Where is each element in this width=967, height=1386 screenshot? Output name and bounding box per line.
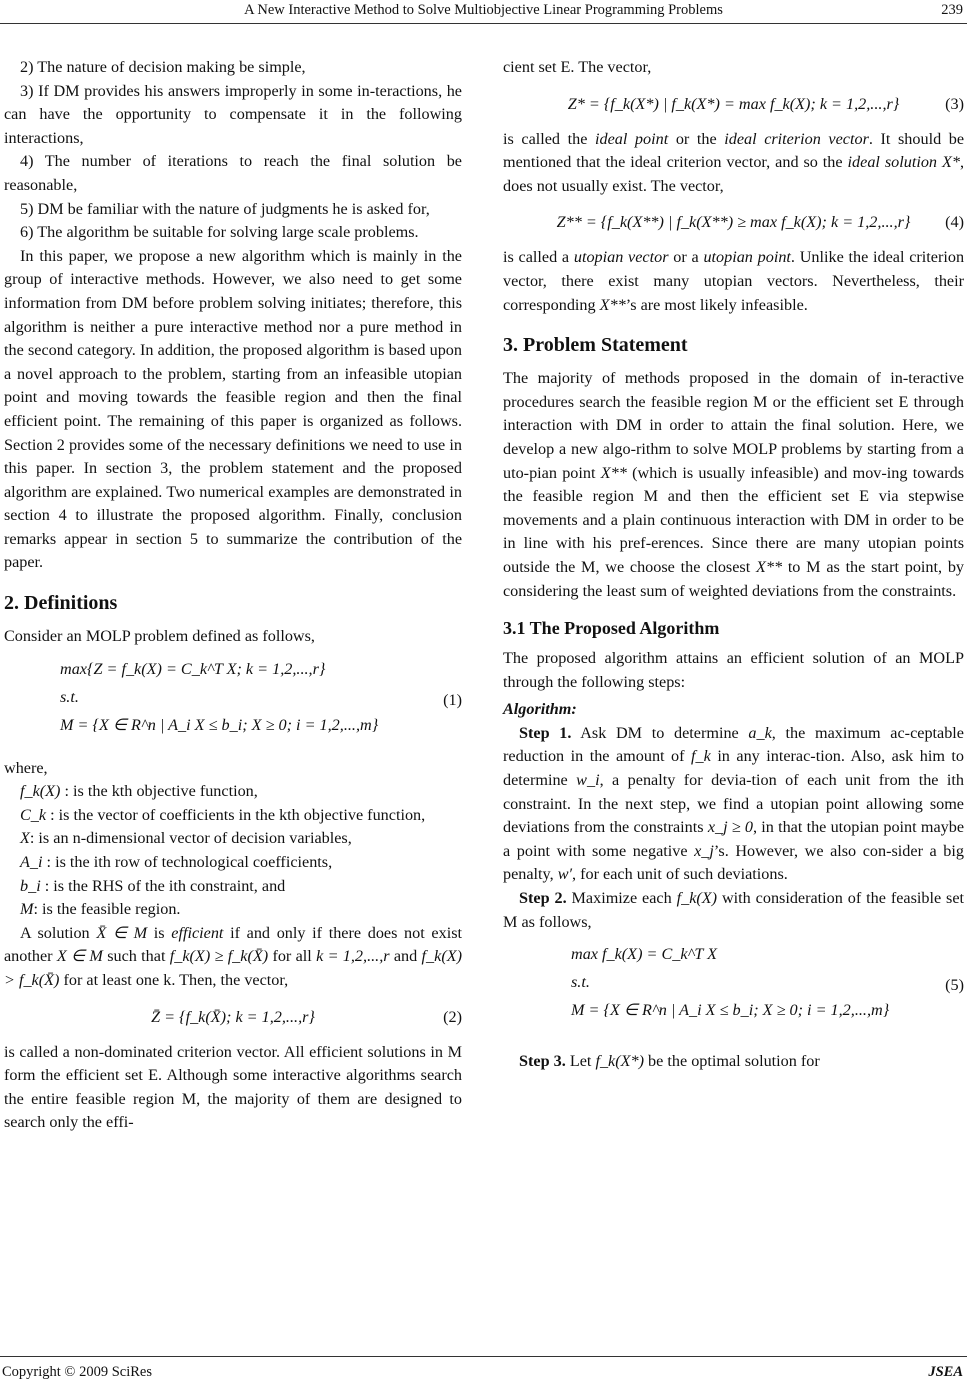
fkxs-symbol: f_k(X*) <box>595 1052 644 1071</box>
equation-4 <box>503 204 964 240</box>
eq2-number: (2) <box>443 1007 462 1026</box>
ideal-point-term: ideal point <box>594 129 669 148</box>
step1-text-g: , for each unit of such deviations. <box>572 865 788 884</box>
left-column <box>4 56 462 1135</box>
utopian-text-d: ’s are most likely infeasible. <box>625 295 808 314</box>
efficient-text-f: and <box>393 947 418 966</box>
def-bi <box>4 875 462 899</box>
eq2-expression: Z̄ = {f_k(X̄); k = 1,2,...,r} <box>151 1007 315 1026</box>
efficient-krange: k = 1,2,...,r <box>316 947 390 966</box>
section-2-lead: Consider an MOLP problem defined as follows, <box>4 627 315 646</box>
section-3-1-heading: 3.1 The Proposed Algorithm <box>503 618 720 639</box>
eq5-line1: max f_k(X) = C_k^T X <box>571 945 718 964</box>
efficient-text-c: if and only if there does not exist another <box>4 923 462 966</box>
equation-1 <box>4 655 462 751</box>
wi-symbol: w_i <box>576 771 600 790</box>
footer-rule <box>0 1356 967 1357</box>
step1-text-c: in any interac-tion. Also, ask him to determine <box>503 747 964 790</box>
ideal-vector-term: ideal criterion vector <box>724 129 869 148</box>
def-bi-symbol: b_i <box>20 876 41 895</box>
step2-text-b: with consideration of the feasible set M as follows, <box>503 889 965 931</box>
efficient-text-b: is <box>153 923 165 942</box>
def-x <box>4 827 462 851</box>
eq5-number: (5) <box>945 976 964 995</box>
def-x-symbol: X <box>20 829 30 848</box>
eq1-line3: M = {X ∈ R^n | A_i X ≤ b_i; X ≥ 0; i = 1,2,...,m} <box>60 715 379 734</box>
def-fk-symbol: f_k(X) <box>20 782 61 801</box>
efficient-definition <box>4 922 462 993</box>
def-m <box>4 898 462 922</box>
step3-text-b: be the optimal solution for <box>648 1052 820 1071</box>
def-ai <box>4 851 462 875</box>
section-3-1-paragraph: The proposed algorithm attains an efficient solution of an MOLP through the following steps: <box>503 649 964 691</box>
sec3-xss-1: X** <box>600 463 627 482</box>
intro-paragraph: In this paper, we propose a new algorithm which is mainly in the group of interactive methods. However, we also need to get some information from DM before problem solving initiates; therefore, this algorithm is neither a pure interactive method nor a pure method in the second category. In addition, the proposed algorithm is based upon a novel approach to the problem, starting from an infeasible utopian point and moving towards the feasible region and then the final efficient point. The remaining of this paper is organized as follows. Section 2 provides some of the necessary definitions we need to use in this paper. In section 3, the problem statement and the proposed algorithm are explained. Two numerical examples are demonstrated in section 4 to illustrate the proposed algorithm. Finally, conclusion remarks appear in section 5 to summarize the contribution of the paper. <box>4 246 462 572</box>
def-ai-text: : is the ith row of technological coefficients, <box>46 853 333 872</box>
fkx-symbol: f_k(X) <box>676 889 718 908</box>
eq3-number: (3) <box>945 94 964 113</box>
right-continuation: cient set E. The vector, <box>503 58 652 76</box>
utopian-text-b: or a <box>673 248 699 267</box>
utopian-vector-term: utopian vector <box>573 248 669 267</box>
step2-label: Step 2. <box>519 889 567 908</box>
ideal-text-a: is called the <box>503 129 588 148</box>
step2-text-a: Maximize each <box>571 889 672 908</box>
eq1-line2: s.t. <box>60 687 79 706</box>
utopian-text-c: . Unlike the ideal criterion vector, there exist many utopian vectors. Nevertheless, their corresponding <box>503 248 965 314</box>
efficient-text-e: for all <box>272 947 312 966</box>
def-x-text: : is an n-dimensional vector of decision variables, <box>29 829 352 848</box>
where-label: where, <box>4 758 48 777</box>
efficient-xbar: X̄ ∈ M <box>96 923 148 942</box>
copyright: Copyright © 2009 SciRes <box>2 1364 152 1380</box>
equation-3 <box>503 86 964 122</box>
step3-label: Step 3. <box>519 1052 566 1071</box>
def-fk <box>4 780 462 804</box>
def-ck-symbol: C_k <box>20 805 47 824</box>
xstar-symbol: X* <box>941 153 960 172</box>
section-2-heading: 2. Definitions <box>4 592 118 615</box>
step1-text-f: ’s. However, we also con-sider a big penalty, <box>503 841 964 884</box>
eq5-line3: M = {X ∈ R^n | A_i X ≤ b_i; X ≥ 0; i = 1,2,...,m} <box>571 1001 890 1020</box>
efficient-text-h: Then, the vector, <box>179 971 289 989</box>
eq3-expression: Z* = {f_k(X*) | f_k(X*) = max f_k(X); k = 1,2,...,r} <box>567 94 900 113</box>
def-ck-text: : is the vector of coefficients in the kth objective function, <box>50 805 426 824</box>
ideal-point-paragraph <box>503 128 964 199</box>
step-2 <box>503 887 964 934</box>
xj-symbol: x_j <box>694 841 714 860</box>
step1-text-a: Ask DM to determine <box>580 723 739 742</box>
list-item: 2) The nature of decision making be simple, <box>20 58 306 76</box>
eq1-number: (1) <box>443 690 462 709</box>
efficient-text-g: for at least one k. <box>63 971 176 989</box>
wprime-symbol: w′ <box>557 865 573 884</box>
def-m-text: : is the feasible region. <box>33 900 181 919</box>
efficient-x: X ∈ M <box>56 947 103 966</box>
step-3 <box>503 1050 964 1074</box>
ideal-solution-term: ideal solution <box>847 153 938 172</box>
list-item: 6) The algorithm be suitable for solving large scale problems. <box>20 223 419 242</box>
step1-label: Step 1. <box>519 723 572 742</box>
step3-text-a: Let <box>569 1052 592 1071</box>
equation-5 <box>503 940 964 1036</box>
running-title: A New Interactive Method to Solve Multiobjective Linear Programming Problems <box>244 2 723 18</box>
header-rule <box>0 23 967 24</box>
def-ai-symbol: A_i <box>20 853 43 872</box>
fk-symbol: f_k <box>691 747 711 766</box>
step1-text-d: , a penalty for devia-tion of each unit from the ith constraint. In the next step, we find a utopian point allowing some deviations from the constraints <box>503 771 965 837</box>
section-3-paragraph <box>503 367 964 603</box>
xj-ge0-symbol: x_j ≥ 0 <box>707 818 754 837</box>
equation-2 <box>4 999 462 1035</box>
def-fk-text: : is the kth objective function, <box>64 782 258 801</box>
after-eq2-paragraph: is called a non-dominated criterion vector. All efficient solutions in M form the efficient set E. Although some interactive algorithms search the entire feasible region M, the majority of them are designed to search only the effi- <box>4 1042 462 1132</box>
def-m-symbol: M <box>20 900 34 919</box>
step1-text-b: , the maximum ac-ceptable reduction in the amount of <box>503 723 964 766</box>
eq5-line2: s.t. <box>571 973 590 992</box>
ideal-text-b: or the <box>675 129 717 148</box>
efficient-text-d: such that <box>107 947 166 966</box>
algorithm-label: Algorithm: <box>503 700 577 719</box>
list-item: 5) DM be familiar with the nature of judgments he is asked for, <box>20 199 430 218</box>
list-item: 4) The number of iterations to reach the final solution be reasonable, <box>4 152 462 194</box>
eq1-line1: max{Z = f_k(X) = C_k^T X; k = 1,2,...,r} <box>60 659 326 678</box>
eq4-expression: Z** = {f_k(X**) | f_k(X**) ≥ max f_k(X); k = 1,2,...,r} <box>556 213 911 232</box>
sec3-text-c: to M as the start point, by considering the least sum of weighted deviations from the constraints. <box>503 557 965 600</box>
ideal-text-c: . It should be mentioned that the ideal criterion vector, and so the <box>503 129 965 172</box>
def-bi-text: : is the RHS of the ith constraint, and <box>44 876 286 895</box>
sec3-xss-2: X** <box>755 557 783 576</box>
step-1 <box>503 722 964 887</box>
eq4-number: (4) <box>945 213 964 232</box>
efficient-ineq2: f_k(X) > f_k(X̄) <box>4 947 462 989</box>
step1-text-e: , in that the utopian point maybe a point with some negative <box>503 818 965 860</box>
utopian-paragraph <box>503 246 964 317</box>
efficient-word: efficient <box>171 923 224 942</box>
xss-symbol: X** <box>599 295 626 314</box>
list-item: 3) If DM provides his answers improperly in some in-teractions, he can have the opportunity to compensate it in the following interactions, <box>4 81 462 147</box>
right-column <box>503 56 964 1074</box>
efficient-text-a: A solution <box>20 923 90 942</box>
efficient-ineq1: f_k(X) ≥ f_k(X̄) <box>169 947 269 966</box>
section-3-heading: 3. Problem Statement <box>503 334 688 357</box>
journal-name: JSEA <box>928 1364 963 1380</box>
ideal-text-d: , does not usually exist. The vector, <box>503 153 965 195</box>
utopian-point-term: utopian point <box>703 248 791 267</box>
page-number: 239 <box>941 2 963 18</box>
utopian-text-a: is called a <box>503 248 570 267</box>
sec3-text-a: The majority of methods proposed in the domain of in-teractive procedures search the feasible region M or the efficient set E through interaction with DM in order to attain the final solution. Here, we develop a new algo-rithm to solve MOLP problems by starting from a uto-pian point <box>503 369 964 482</box>
sec3-text-b: (which is usually infeasible) and mov-ing towards the feasible region M and then the efficient set E via stepwise movements and a plain continuous interaction with DM in order to be in line with his pref-erences. Since there are many utopian points outside the M, we choose the closest <box>503 463 964 576</box>
ak-symbol: a_k <box>748 723 772 742</box>
def-ck <box>4 804 462 828</box>
